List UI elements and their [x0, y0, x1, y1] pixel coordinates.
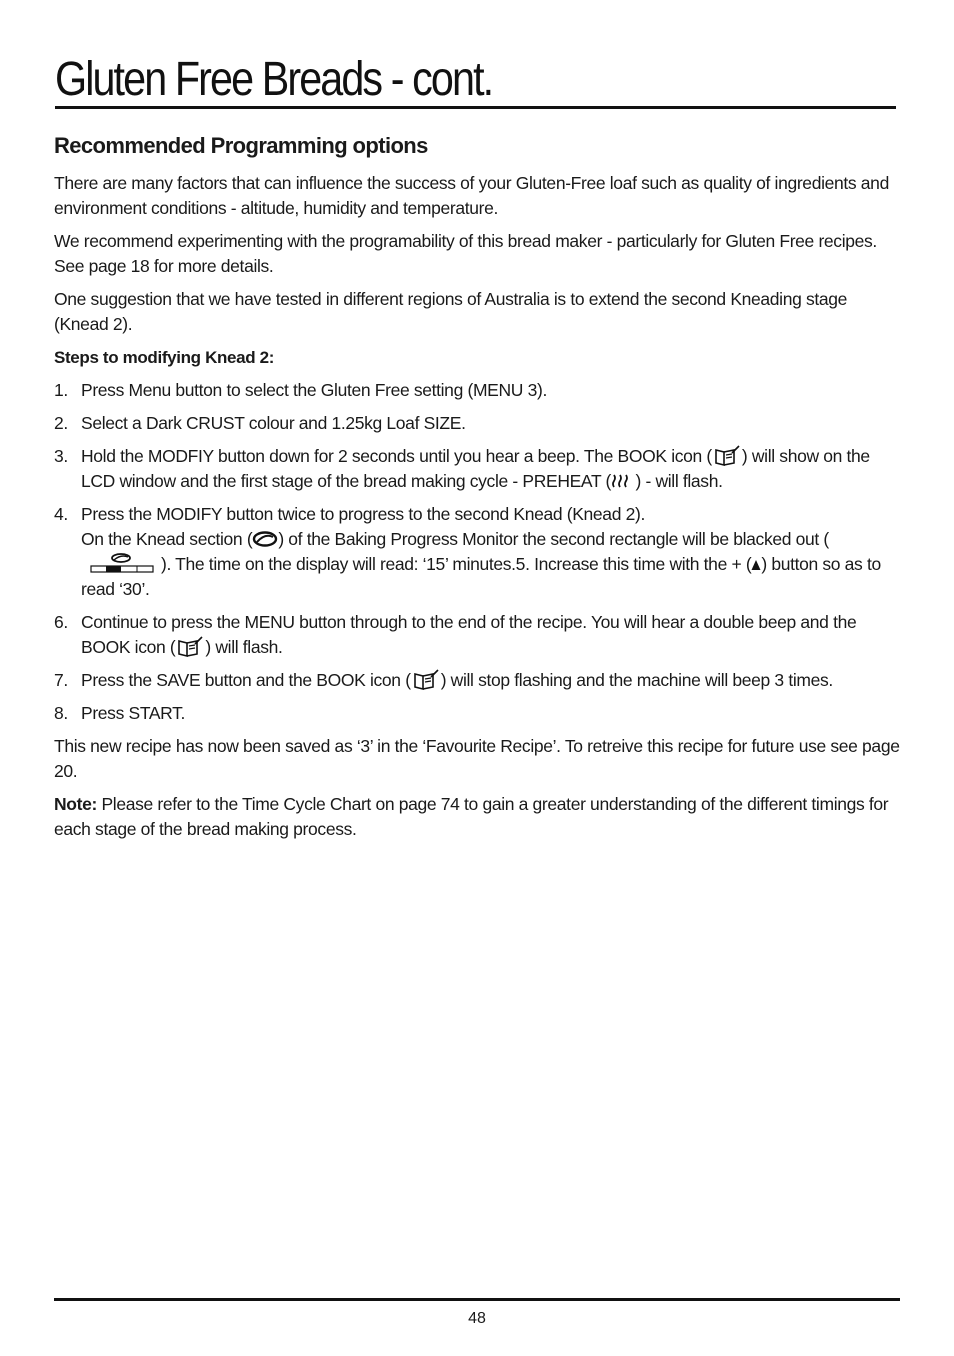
book-icon: [411, 669, 441, 691]
step-number: 6.: [54, 612, 68, 632]
step-text: Press START.: [81, 703, 186, 723]
list-item: [54, 610, 900, 660]
page-number: 48: [468, 1310, 486, 1327]
intro-paragraph-1: There are many factors that can influence the success of your Gluten-Free loaf such as quality of ingredients and environment conditions - altitude, humidity and temperature.: [54, 173, 889, 218]
step-number: 7.: [54, 670, 68, 690]
list-item: [54, 444, 900, 494]
up-arrow-icon: [751, 553, 761, 565]
step-text: ) will flash.: [205, 637, 283, 657]
progress-monitor-icon: [81, 552, 161, 576]
book-icon: [712, 445, 742, 467]
intro-paragraph-2: We recommend experimenting with the programability of this bread maker - particularly for Gluten Free recipes. See page 18 for more details.: [54, 231, 877, 276]
section-heading: Recommended Programming options: [54, 133, 428, 158]
outro-paragraph: This new recipe has now been saved as ‘3’ in the ‘Favourite Recipe’. To retreive this recipe for future use see page 20.: [54, 736, 900, 781]
list-item: [54, 378, 900, 403]
list-item: [54, 668, 900, 693]
main-content: [54, 130, 900, 850]
book-icon: [175, 636, 205, 658]
list-item: [54, 701, 900, 726]
step-text: ) of the Baking Progress Monitor the second rectangle will be blacked out (: [278, 529, 829, 549]
list-item: [54, 502, 900, 602]
step-text: ). The time on the display will read: ‘15’ minutes.5. Increase this time with the + (: [161, 554, 752, 574]
note-text: Please refer to the Time Cycle Chart on page 74 to gain a greater understanding of the different timings for each stage of the bread making process.: [54, 794, 889, 839]
step-number: 8.: [54, 703, 68, 723]
step-text: Select a Dark CRUST colour and 1.25kg Loaf SIZE.: [81, 413, 466, 433]
step-text: Continue to press the MENU button through to the end of the recipe. You will hear a double beep and the BOOK icon (: [81, 612, 857, 657]
step-number: 4.: [54, 504, 68, 524]
step-text: ) button so as to read ‘30’.: [81, 554, 881, 599]
steps-list: [54, 378, 900, 726]
step-text: Press Menu button to select the Gluten Free setting (MENU 3).: [81, 380, 547, 400]
step-number: 3.: [54, 446, 68, 466]
page-title: Gluten Free Breads - cont.: [55, 53, 493, 106]
step-number: 1.: [54, 380, 68, 400]
intro-paragraph-3: One suggestion that we have tested in different regions of Australia is to extend the second Kneading stage (Knead 2).: [54, 289, 848, 334]
note-label: Note:: [54, 794, 97, 814]
step-text: ) will show on the LCD window and the first stage of the bread making cycle - PREHEAT (: [81, 446, 870, 491]
step-text: ) - will flash.: [630, 471, 723, 491]
step-text: On the Knead section (: [81, 529, 253, 549]
steps-heading: Steps to modifying Knead 2:: [54, 348, 275, 367]
footer-divider: [54, 1298, 900, 1301]
note-paragraph: [54, 792, 900, 842]
step-text: Press the MODIFY button twice to progress to the second Knead (Knead 2).: [81, 504, 645, 524]
knead-icon: [252, 530, 278, 548]
step-text: ) will stop flashing and the machine will beep 3 times.: [440, 670, 833, 690]
title-divider: [55, 106, 896, 109]
step-text: Hold the MODFIY button down for 2 seconds until you hear a beep. The BOOK icon (: [81, 446, 712, 466]
step-number: 2.: [54, 413, 68, 433]
preheat-icon: [611, 471, 631, 487]
list-item: [54, 411, 900, 436]
step-text: Press the SAVE button and the BOOK icon (: [81, 670, 411, 690]
